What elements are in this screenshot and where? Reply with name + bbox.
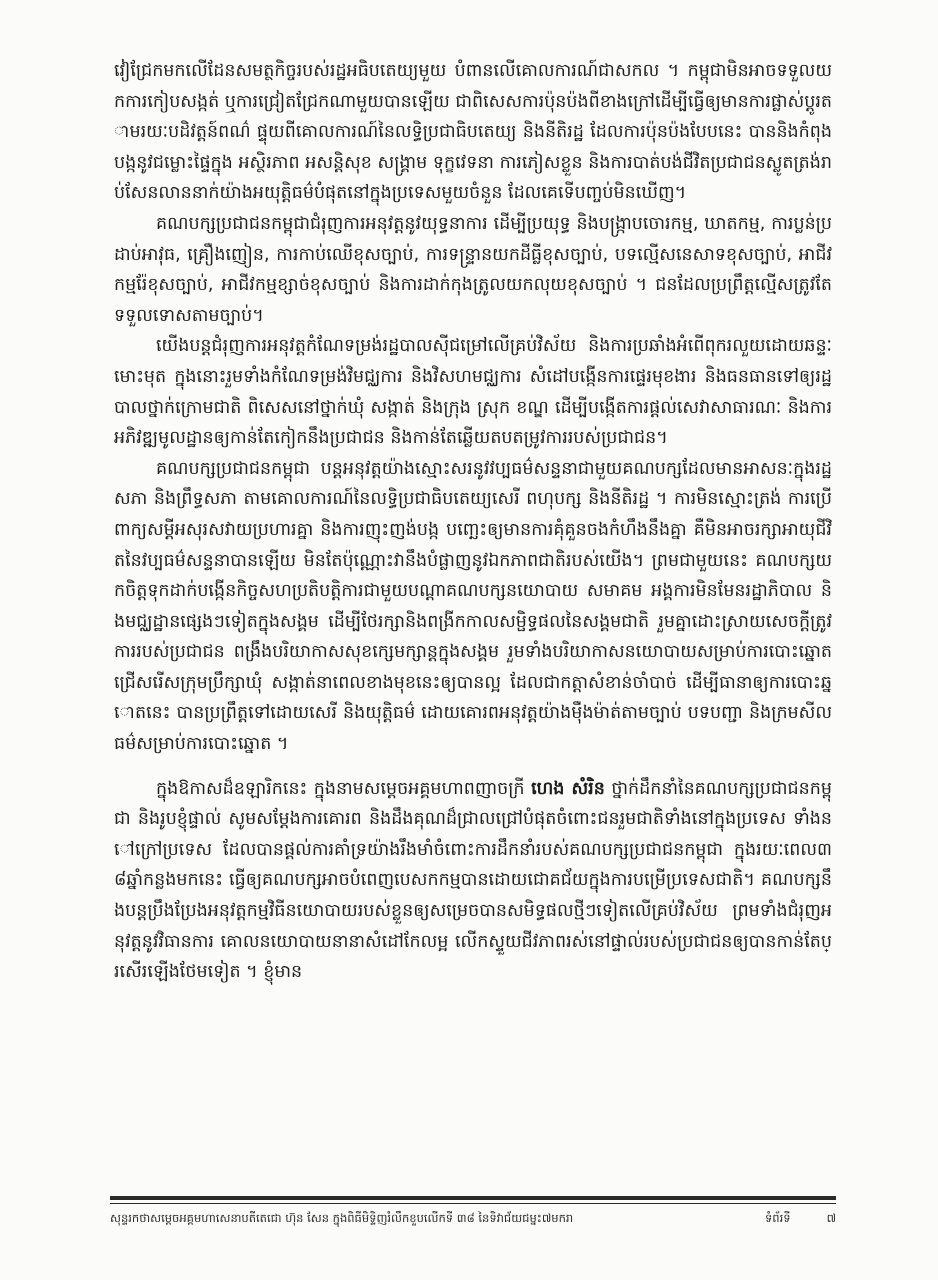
paragraph-4: គណបក្សប្រជាជនកម្ពុជា បន្តអនុវត្តយ៉ាងស្មោះសរនូវវប្បធម៌សន្ទនាជាមួយគណបក្សដែលមានអាសនៈក្នុងរដ្ឋសភា និងព្រឹទ្ធសភា តាមគោលការណ៍នៃលទ្ធិប្រជាធិបតេយ្យសេរី ពហុបក្ស និងនីតិរដ្ឋ ។ ការមិនស្មោះត្រង់ ការប្រើពាក្យសម្តីអសុរសវាយប្រហារគ្នា និងការញុះញង់បង្ក បញ្ឆេះឲ្យមានការគុំគួនចងកំហឹងនឹងគ្នា គឺមិនអាចរក្សាអាយុជីវិតនៃវប្បធម៌សន្ទនាបានឡើយ មិនតែប៉ុណ្ណោះវានឹងបំផ្លាញនូវឯកភាពជាតិរបស់យើង។ ព្រមជាមួយនេះ គណបក្សយកចិត្តទុកដាក់បង្កើនកិច្ចសហប្រតិបត្តិការជាមួយបណ្តាគណបក្សនយោបាយ សមាគម អង្គការមិនមែនរដ្ឋាភិបាល និងមជ្ឈដ្ឋានផ្សេងៗទៀតក្នុងសង្គម ដើម្បីថែរក្សានិងពង្រីកកាលសម្ផិទ្ធផលនៃសង្គមជាតិ រួមគ្នាដោះស្រាយសេចក្តីត្រូវការរបស់ប្រជាជន ពង្រឹងបរិយាកាសសុខក្សេមក្សាន្តក្នុងសង្គម រួមទាំងបរិយាកាសនយោបាយសម្រាប់ការបោះឆ្នោតជ្រើសរើសក្រុមប្រឹក្សាឃុំ សង្កាត់នាពេលខាងមុខនេះឲ្យបានល្អ ដែលជាកត្តាសំខាន់ចាំបាច់ ដើម្បីធានាឲ្យការបោះឆ្នោតនេះ បានប្រព្រឹត្តទៅដោយសេរី និងយុត្តិធម៌ ដោយគោរពអនុវត្តយ៉ាងម៉ឺងម៉ាត់តាមច្បាប់ បទបញ្ជា និងក្រមសីលធម៌សម្រាប់ការបោះឆ្នោត ។ [114, 458, 832, 755]
page-footer [110, 1208, 836, 1228]
body-text [114, 56, 832, 988]
closing-rest: ថ្នាក់ដឹកនាំនៃគណបក្សប្រជាជនកម្ពុជា និងរូបខ្ញុំផ្ទាល់ សូមសម្តែងការគោរព និងដឹងគុណដ៏ជ្រាលជ្រៅបំផុតចំពោះជនរួមជាតិទាំងនៅក្នុងប្រទេស ទាំងនៅក្រៅប្រទេស ដែលបានផ្តល់ការគាំទ្រយ៉ាងរឹងមាំចំពោះការដឹកនាំរបស់គណបក្សប្រជាជនកម្ពុជា ក្នុងរយៈពេល៣៨ឆ្នាំកន្លងមកនេះ ធ្វើឲ្យគណបក្សអាចបំពេញបេសកកម្មបានដោយជោគជ័យក្នុងការបម្រើប្រទេសជាតិ។ គណបក្សនឹងបន្តប្រឹងប្រែងអនុវត្តកម្មវិធីនយោបាយរបស់ខ្លួនឲ្យសម្រេចបានសមិទ្ធផលថ្មីៗទៀតលើគ្រប់វិស័យ ព្រមទាំងជំរុញអនុវត្តនូវវិធានការ គោលនយោបាយនានាសំដៅកែលម្អ លើកស្ទួយជីវភាពរស់នៅផ្ទាល់របស់ប្រជាជនឲ្យបានកាន់តែប្រសើរឡើងថែមទៀត ។ ខ្ញុំមាន [114, 778, 832, 983]
page-label: ទំព័រទី [765, 1211, 791, 1225]
paragraph-5 [114, 774, 832, 988]
paragraph-1: វៀជ្រែកមកលើដែនសមត្ថកិច្ចរបស់រដ្ឋអធិបតេយ្យមួយ បំពានលើគោលការណ៍ជាសកល ។ កម្ពុជាមិនអាចទទួលយកការកៀបសង្កត់ ឬការជ្រៀតជ្រែកណាមួយបានឡើយ ជាពិសេសការប៉ុនប៉ងពីខាងក្រៅដើម្បីធ្វើឲ្យមានការផ្លាស់ប្តូរតាមរយៈបដិវត្តន៍ពណ៌ ផ្ទុយពីគោលការណ៍នៃលទ្ធិប្រជាធិបតេយ្យ និងនីតិរដ្ឋ ដែលការប៉ុនប៉ងបែបនេះ បាននិងកំពុងបង្កនូវជម្លោះផ្ទៃក្នុង អស្ថិរភាព អសន្តិសុខ សង្គ្រាម ទុក្ខវេទនា ការភៀសខ្លួន និងការបាត់បង់ជីវិតប្រជាជនស្លូតត្រង់រាប់សែនលាននាក់យ៉ាងអយុត្តិធម៌បំផុតនៅក្នុងប្រទេសមួយចំនួន ដែលគេទើបញ្ចប់មិនឃើញ។ [114, 61, 832, 204]
leader-name: ហេង សំរិន [531, 778, 605, 799]
footer-page-info [765, 1208, 836, 1228]
paragraph-3: យើងបន្តជំរុញការអនុវត្តកំណែទម្រង់រដ្ឋបាលស៊ីជម្រៅលើគ្រប់វិស័យ និងការប្រឆាំងអំពើពុករលួយដោយឆន្ទៈមោះមុត ក្នុងនោះរួមទាំងកំណែទម្រង់វិមជ្ឈការ និងវិសហមជ្ឈការ សំដៅបង្កើនការផ្ទេរមុខងារ និងធនធានទៅឲ្យរដ្ឋបាលថ្នាក់ក្រោមជាតិ ពិសេសនៅថ្នាក់ឃុំ សង្កាត់ និងក្រុង ស្រុក ខណ្ឌ ដើម្បីបង្កើតការផ្តល់សេវាសាធារណៈ និងការអភិវឌ្ឍមូលដ្ឋានឲ្យកាន់តែកៀកនឹងប្រជាជន និងកាន់តែឆ្លើយតបតម្រូវការរបស់ប្រជាជន។ [114, 336, 832, 449]
footer-rule-thin [110, 1203, 836, 1204]
closing-lead: ក្នុងឱកាសដ៏ឧឡារិកនេះ ក្នុងនាមសម្តេចអគ្គមហាពញាចក្រី [156, 778, 532, 799]
page-number: ៧ [826, 1211, 836, 1225]
footer-rule-thick [110, 1196, 836, 1200]
paragraph-2: គណបក្សប្រជាជនកម្ពុជាជំរុញការអនុវត្តនូវយុទ្ធនាការ ដើម្បីប្រយុទ្ធ និងបង្ក្រាបចោរកម្ម, ឃាតកម្ម, ការប្លន់ប្រដាប់អាវុធ, គ្រឿងញៀន, ការកាប់ឈើខុសច្បាប់, ការទន្ទ្រានយកដីធ្លីខុសច្បាប់, បទល្មើសនេសាទខុសច្បាប់, អាជីវកម្មរ៉ែខុសច្បាប់, អាជីវកម្មខ្សាច់ខុសច្បាប់ និងការដាក់កុងត្រូលយកលុយខុសច្បាប់ ។ ជនដែលប្រព្រឹត្តល្មើសត្រូវតែទទួលទោសតាមច្បាប់។ [114, 213, 832, 326]
footer-title: សុន្ទរកថាសម្តេចអគ្គមហាសេនាបតីតេជោ ហ៊ុន សែន ក្នុងពិធីមិទ្ទិញរំលឹកខួបលើកទី ៣៨ នៃទិវាជ័យជម្នះ៧មករា [110, 1211, 574, 1225]
